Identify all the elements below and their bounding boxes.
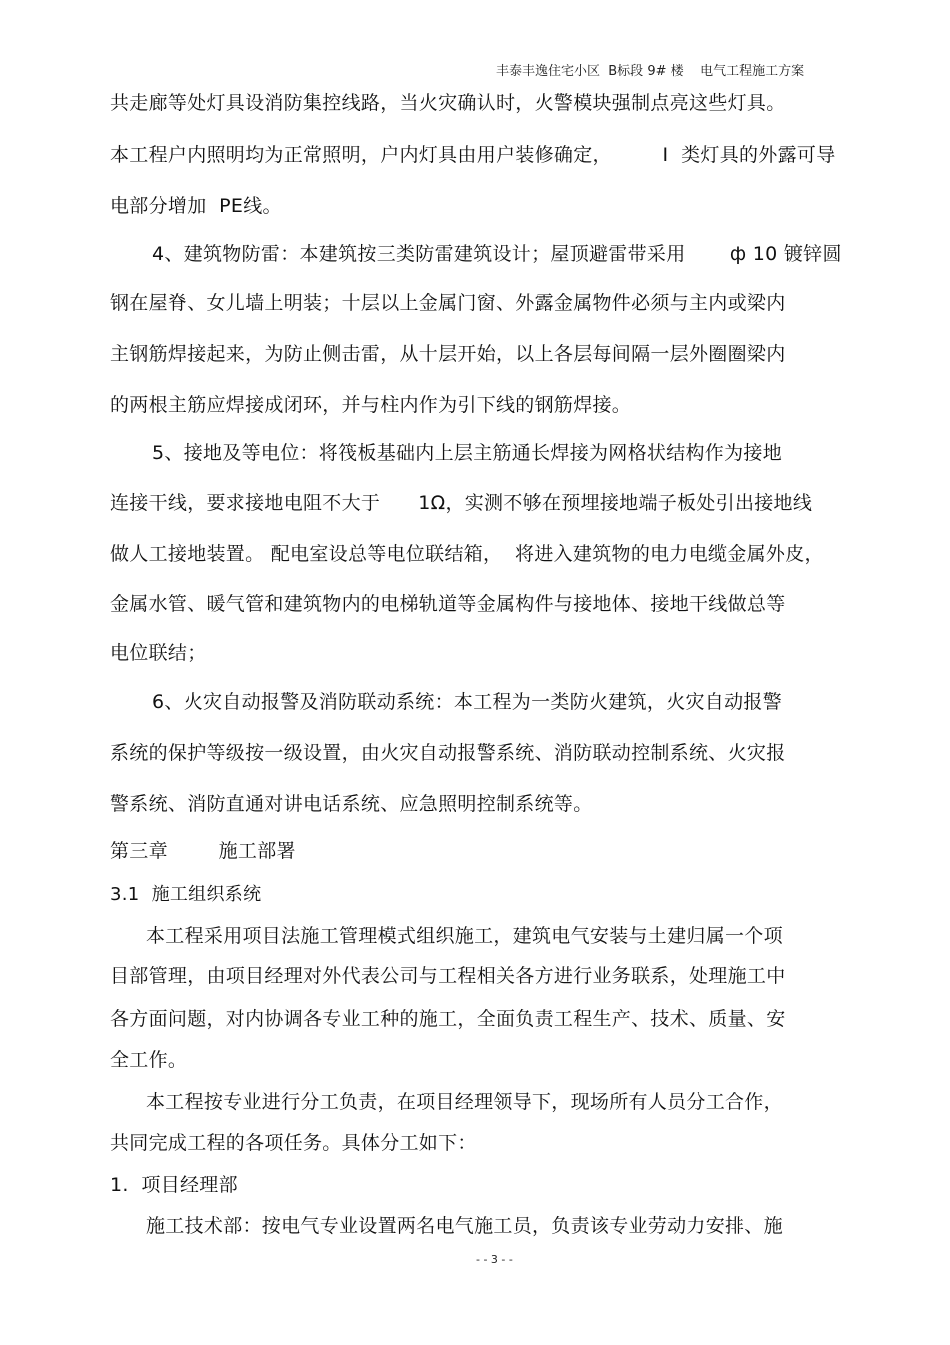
text-line: 主钢筋焊接起来，为防止侧击雷，从十层开始，以上各层每间隔一层外圈圈梁内 xyxy=(110,343,786,365)
text-line: 系统的保护等级按一级设置，由火灾自动报警系统、消防联动控制系统、火灾报 xyxy=(110,742,786,764)
text-line: 6、火灾自动报警及消防联动系统：本工程为一类防火建筑，火灾自动报警 xyxy=(152,691,782,713)
text-line: 全工作。 xyxy=(110,1049,188,1071)
text-line: 目部管理，由项目经理对外代表公司与工程相关各方进行业务联系，处理施工中 xyxy=(110,965,786,987)
section-heading: 3.1 施工组织系统 xyxy=(110,884,262,905)
text-line: 本工程采用项目法施工管理模式组织施工，建筑电气安装与土建归属一个项 xyxy=(146,925,783,947)
text-line: 本工程按专业进行分工负责，在项目经理领导下，现场所有人员分工合作， xyxy=(146,1091,783,1113)
text-line: 各方面问题，对内协调各专业工种的施工，全面负责工程生产、技术、质量、安 xyxy=(110,1008,786,1030)
text-line: 5、接地及等电位：将筏板基础内上层主筋通长焊接为网格状结构作为接地 xyxy=(152,442,782,464)
page-number: - - 3 - - xyxy=(476,1253,513,1266)
text-line: 施工技术部：按电气专业设置两名电气施工员，负责该专业劳动力安排、施 xyxy=(146,1215,783,1237)
running-header: 丰泰丰逸住宅小区 B标段 9# 楼 电气工程施工方案 xyxy=(496,64,805,79)
text-line: 连接干线，要求接地电阻不大于 1Ω，实测不够在预埋接地端子板处引出接地线 xyxy=(110,492,813,514)
text-line: 的两根主筋应焊接成闭环，并与柱内作为引下线的钢筋焊接。 xyxy=(110,394,632,416)
text-line: 本工程户内照明均为正常照明，户内灯具由用户装修确定， I 类灯具的外露可导 xyxy=(110,144,836,166)
text-line: 共走廊等处灯具设消防集控线路，当火灾确认时，火警模块强制点亮这些灯具。 xyxy=(110,92,786,114)
text-line: 钢在屋脊、女儿墙上明装；十层以上金属门窗、外露金属物件必须与主内或梁内 xyxy=(110,292,786,314)
text-line: 电位联结； xyxy=(110,642,207,664)
chapter-heading: 第三章 施工部署 xyxy=(110,840,296,862)
text-line: 金属水管、暖气管和建筑物内的电梯轨道等金属构件与接地体、接地干线做总等 xyxy=(110,593,786,615)
text-line: 警系统、消防直通对讲电话系统、应急照明控制系统等。 xyxy=(110,793,593,815)
text-line: 共同完成工程的各项任务。具体分工如下： xyxy=(110,1132,477,1154)
text-line: 电部分增加 PE线。 xyxy=(110,195,282,217)
text-line: 4、建筑物防雷：本建筑按三类防雷建筑设计；屋顶避雷带采用 ф 10 镀锌圆 xyxy=(152,243,842,265)
list-heading: 1. 项目经理部 xyxy=(110,1174,238,1196)
text-line: 做人工接地装置。 配电室设总等电位联结箱， 将进入建筑物的电力电缆金属外皮， xyxy=(110,543,824,565)
